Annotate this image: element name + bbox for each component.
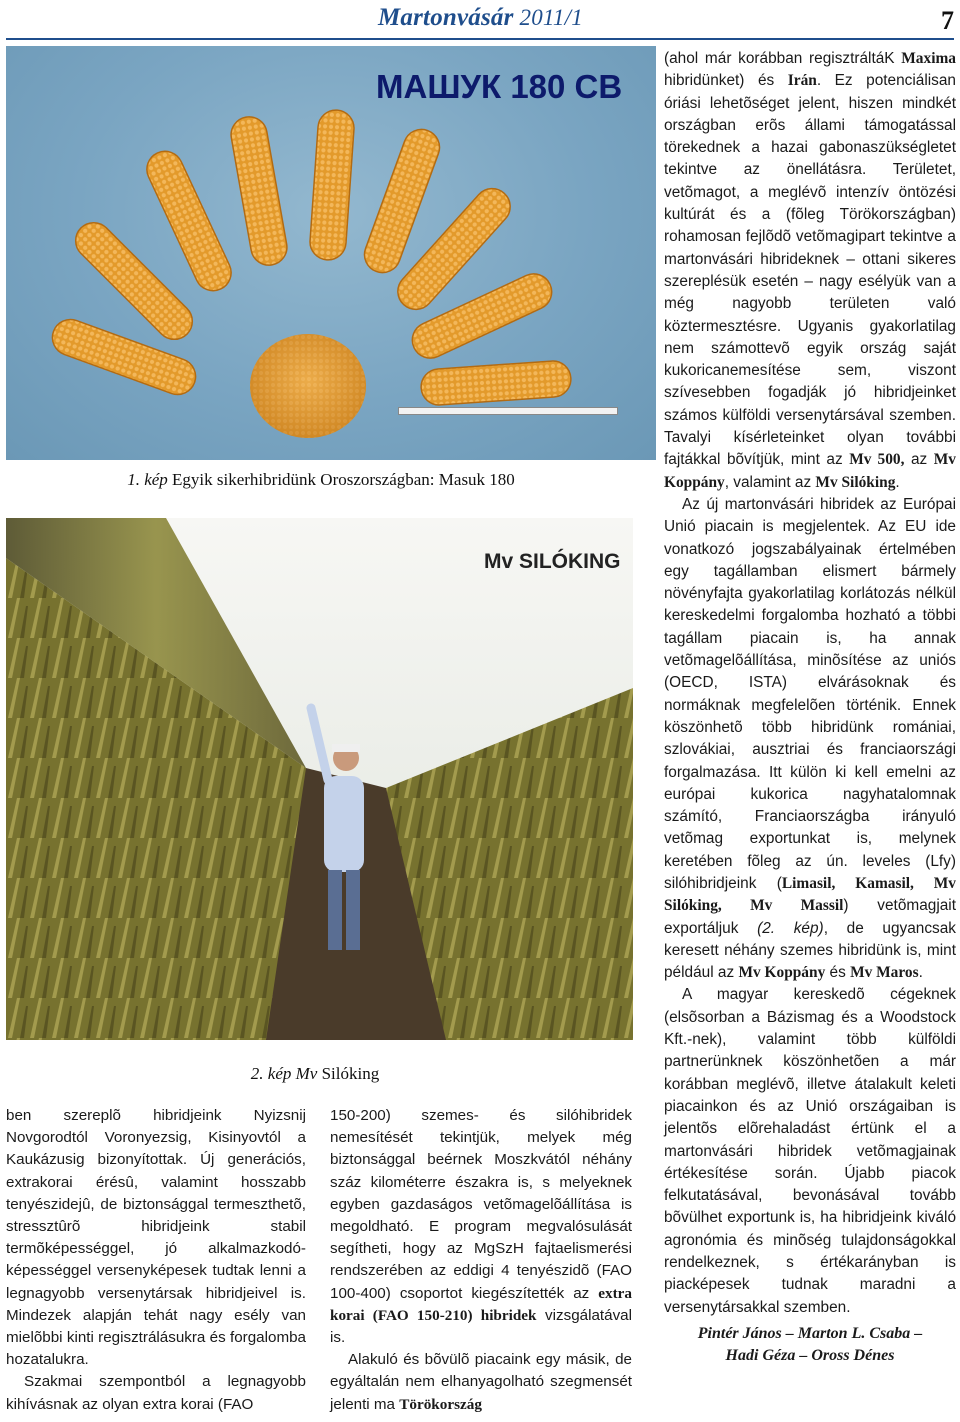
- authors-line-1: Pintér János – Marton L. Csaba –: [697, 1324, 923, 1342]
- figure1-label: МАШУК 180 СВ: [376, 68, 623, 105]
- figure1-caption: [6, 470, 636, 490]
- text-run: hibridünket) és: [664, 72, 788, 90]
- person-cap: [332, 744, 360, 752]
- text-run: . Ez potenciálisan óriási lehetõséget jelent, hiszen mindkét országban erõs állami támogatással törekednek a hazai gabonaszükségletet tekintve az önellátásra. Területet, vetõmagot, a meglévõ intenzív öntözési kultúrát és a (fõleg Törökországban) rohamosan fejlõdõ vetõmagipart tekintve a martonvásári hibrideknek – ottani sikeres szereplésük esetén – nagy esélyük van a még nagyobb területen való köztermesztésre. Ugyanis gyakorlatilag nem számottevõ egyik ország saját kukoricanemesítése sem, viszont szívesebben fogadják jó hibridjeinket számos külföldi versenytársával szemben. Tavalyi kísérleteinket olyan további fajtákkal bõvítjük, mint az: [664, 72, 956, 469]
- person-jacket: [324, 776, 364, 872]
- text-run: Alakuló és bõvülõ piacaink egy másik, de egyáltalán nem elhanyagolható szegmensét jelenti ma: [330, 1351, 632, 1413]
- text-run: és: [825, 964, 851, 982]
- text-run: .: [895, 473, 900, 491]
- kernel-pile-texture: [250, 334, 366, 438]
- page-number: 7: [941, 6, 954, 35]
- figure1-caption-lead: 1. kép: [127, 470, 168, 489]
- paragraph: A magyar kereskedõ cégeknek (elsõsorban a Bázismag és a Woodstock Kft.-nek), valamint több külföldi partnerünknek köszönhetõen a már korábban meglévõ, illetve átalakult keleti piacainkon és az Unió országaiban is jelentõs elõrehaladást értünk el a martonvásári hibridek vetõmagjainak értékesítése során. Újabb piacok felkutatásával, bevonásával tovább bõvülhet exportunk is, ha hibridjeink kiváló agronómia és minõség tulajdonságokkal rendelkeznek, s értékarányban is piacképesek tudnak maradni a versenytársakkal szemben.: [664, 986, 956, 1316]
- text-run: 150-200) szemes- és silóhibridek nemesítését tekintjük, melyek még biztonsággal beérnek Moszkvától néhány száz kilométerre északra is, s melyeknek egyben gazdaságos vetõmagelõállítása is megoldható. E program megvalósulását segítheti, hogy az MgSzH fajtaelismerési rendszerében az eddigi 4 tenyészidõ (FAO 100-400) csoportot kiegészítették az: [330, 1107, 632, 1302]
- figure2-caption-lead: 2. kép Mv: [250, 1064, 318, 1083]
- bold-run: Mv Maros: [850, 964, 919, 982]
- paragraph: Szakmai szempontból a legnagyobb kihívásnak az olyan extra korai (FAO: [6, 1373, 306, 1413]
- paragraph: [330, 1105, 632, 1349]
- figure2-label: Mv SILÓKING: [484, 550, 621, 573]
- bold-run: Limasil, Kamasil, Mv Silóking, Mv Massil: [664, 874, 957, 915]
- paragraph: [664, 494, 956, 985]
- figure2-caption-text: Silóking: [317, 1064, 380, 1083]
- figure2-caption: [120, 1064, 510, 1084]
- person-leg: [328, 870, 342, 950]
- text-run: az: [904, 451, 934, 469]
- corn-cob: [228, 114, 290, 268]
- text-run: , valamint az: [724, 473, 816, 491]
- text-run: vizsgálatával is.: [330, 1306, 633, 1347]
- header-divider: [6, 38, 954, 40]
- person-leg: [346, 870, 360, 950]
- author-byline: [664, 1323, 956, 1367]
- text-column-2: [330, 1105, 632, 1416]
- bold-run: extra korai (FAO 150-210) hibridek: [330, 1284, 632, 1324]
- corn-cob: [420, 360, 572, 406]
- authors-line-2: Hadi Géza – Oross Dénes: [725, 1346, 895, 1364]
- text-run: .: [918, 964, 923, 982]
- paragraph: ben szereplõ hibridjeink Nyizsnij Novgorodtól Voronyezsig, Kisinyovtól a Kaukázusig bizonyítottak. Új generációs, extrakorai érésû, valamint hosszabb tenyészidejû, de biztonsággal termeszthetõ, stressztûrõ hibridjeink stabil termõképességgel, jó alkalmazkodó-képességgel versenyképesek tudtak lenni a legnagyobb versenytársak hibridjeivel is. Mindezek alapján tehát nagy esély van mielõbbi kinti regisztrálásukra és forgalomba hozatalukra.: [6, 1107, 306, 1369]
- bold-run: Mv Koppány: [738, 964, 826, 982]
- text-run: (ahol már korábban regisztráltáK: [664, 50, 902, 67]
- text-column-1: [6, 1105, 306, 1416]
- photo-masuk-180: [6, 46, 656, 460]
- corn-cob: [309, 109, 355, 261]
- photo-mv-siloking: [6, 518, 633, 1040]
- paragraph: [664, 48, 956, 494]
- scale-ruler: [398, 407, 618, 415]
- bold-run: Mv Silóking: [815, 473, 896, 491]
- bold-run: Irán: [787, 72, 817, 90]
- corn-cob: [141, 145, 237, 296]
- journal-title: [378, 4, 583, 32]
- text-run: , de ugyancsak keresett néhány szemes hibridünk is, mint például az: [664, 919, 956, 982]
- journal-brand: Martonvásár: [378, 4, 514, 31]
- journal-issue: 2011/1: [513, 5, 583, 30]
- text-run: ) vetõmagjait exportáljuk: [664, 897, 957, 937]
- text-run: Az új martonvásári hibridek az Európai Unió piacain is megjelentek. Az EU ide vonatkozó jogszabályainak értelmében egy tagállamban elismert bármely növényfajta gyakorlatilag korlátozás nélkül kereskedelmi forgalomba hozható a többi tagállam piacain is, ha annak vetõmagelõállítása, minõsítése az uniós (OECD, ISTA) elvárásoknak és normáknak megfelelõen történik. Ennek köszönhetõ több hibridünk romániai, szlovákiai, ausztriai és franciaországi forgalmazása. Itt külön ki kell emelni az európai kukorica nagyhatalomnak számító, Franciaországba irányuló vetõmag exportunkat is, melynek keretében fõleg az ún. leveles (Lfy) silóhibridjeink (: [664, 495, 956, 892]
- bold-run: Törökország: [399, 1395, 482, 1413]
- bold-run: Mv Koppány: [664, 451, 956, 491]
- bold-run: Maxima: [901, 50, 956, 67]
- italic-run: (2. kép): [757, 919, 824, 937]
- corn-field-illustration: [6, 518, 633, 1040]
- corn-cobs-illustration: [6, 46, 656, 460]
- paragraph: [330, 1349, 632, 1416]
- bold-run: Mv 500,: [849, 451, 905, 469]
- text-column-3: [664, 48, 956, 1367]
- figure1-caption-text: Egyik sikerhibridünk Oroszországban: Masuk 180: [167, 470, 515, 489]
